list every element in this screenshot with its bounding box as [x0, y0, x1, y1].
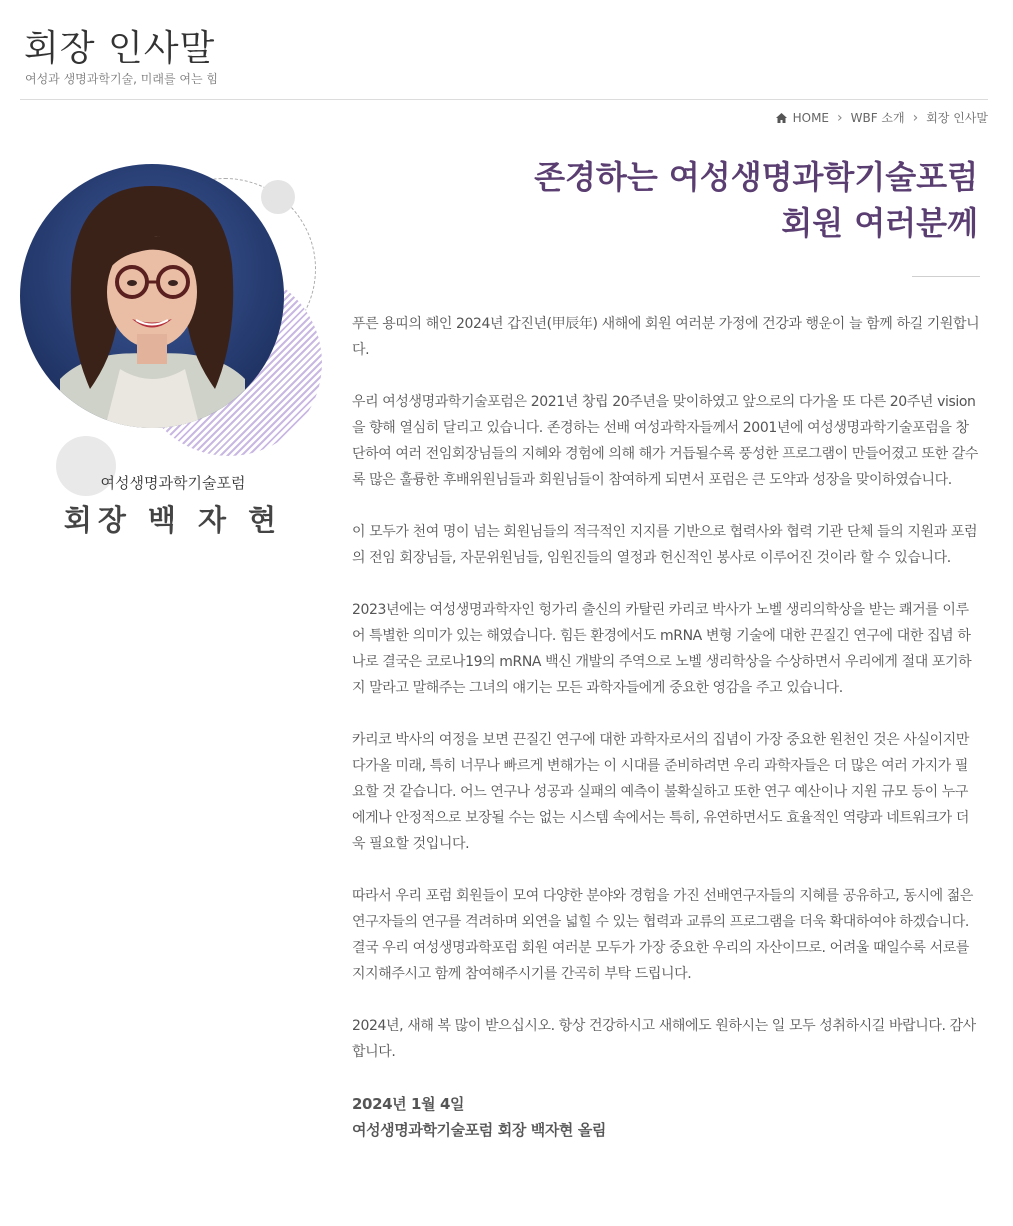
president-profile	[18, 160, 328, 550]
page-subtitle: 여성과 생명과학기술, 미래를 여는 힘	[25, 72, 218, 86]
decorative-grey-circle-small	[261, 180, 295, 214]
header-divider	[20, 99, 988, 100]
chevron-right-icon: ›	[837, 109, 843, 126]
heading-rule	[912, 276, 980, 277]
president-name: 회장 백 자 현	[63, 503, 283, 537]
letter-paragraph: 카리코 박사의 여정을 보면 끈질긴 연구에 대한 과학자로서의 집념이 가장 중요한 원천인 것은 사실이지만 다가올 미래, 특히 너무나 빠르게 변해가는 이 시대를 준비하려면 우리 과학자들은 더 많은 여러 가지가 필요할 것 같습니다. 어느 연구나 성공과 실패의 예측이 불확실하고 또한 연구 예산이나 지원 규모 등이 누구에게나 안정적으로 보장될 수는 없는 시스템 속에서는 특히, 유연하면서도 효율적인 역량과 네트워크가 더욱 필요할 것입니다.	[352, 732, 969, 852]
home-icon[interactable]	[776, 113, 787, 123]
chevron-right-icon: ›	[912, 109, 919, 126]
letter-paragraph: 이 모두가 천여 명이 넘는 회원님들의 적극적인 지지를 기반으로 협력사와 협력 기관 단체 들의 지원과 포럼의 전임 회장님들, 자문위원님들, 임원진들의 열정과 헌신적인 봉사로 이루어진 것이라 할 수 있습니다.	[352, 524, 978, 566]
president-portrait	[20, 164, 284, 428]
letter-paragraph: 푸른 용띠의 해인 2024년 갑진년(甲辰年) 새해에 회원 여러분 가정에 건강과 행운이 늘 함께 하길 기원합니다.	[352, 316, 980, 358]
greeting-heading-line2: 회원 여러분께	[781, 204, 978, 242]
breadcrumb-current: 회장 인사말	[926, 111, 988, 125]
page-title: 회장 인사말	[24, 28, 216, 69]
breadcrumb-about-link[interactable]: WBF 소개	[850, 111, 905, 125]
letter-date: 2024년 1월 4일	[352, 1095, 465, 1113]
greeting-letter	[352, 311, 980, 1143]
letter-paragraph: 2023년에는 여성생명과학자인 헝가리 출신의 카탈린 카리코 박사가 노벨 생리의학상을 받는 쾌거를 이루어 특별한 의미가 있는 해였습니다. 힘든 환경에서도 mRNA 변형 기술에 대한 끈질긴 연구에 대한 집념 하나로 결국은 코로나19의 mRNA 백신 개발의 주역으로 노벨 생리학상을 수상하면서 우리에게 절대 포기하지 말라고 말해주는 그녀의 얘기는 모든 과학자들에게 중요한 영감을 주고 있습니다.	[352, 602, 972, 696]
breadcrumb-home-link[interactable]: HOME	[792, 110, 829, 125]
letter-paragraph: 우리 여성생명과학기술포럼은 2021년 창립 20주년을 맞이하였고 앞으로의 다가올 또 다른 20주년 vision을 향해 열심히 달리고 있습니다. 존경하는 선배 여성과학자들께서 2001년에 여성생명과학기술포럼을 창단하여 여러 전임회장님들의 지혜와 경험에 의해 해가 거듭될수록 풍성한 프로그램이 만들어졌고 또한 갈수록 많은 훌륭한 후배위원님들과 회원님들이 참여하게 되면서 포럼은 큰 도약과 성장을 맞이하였습니다.	[352, 394, 979, 488]
greeting-heading	[534, 154, 978, 246]
greeting-heading-line1: 존경하는 여성생명과학기술포럼	[534, 158, 978, 196]
profile-org-label: 여성생명과학기술포럼	[100, 474, 246, 492]
letter-paragraph: 따라서 우리 포럼 회원들이 모여 다양한 분야와 경험을 가진 선배연구자들의 지혜를 공유하고, 동시에 젊은 연구자들의 연구를 격려하며 외연을 넓힐 수 있는 협력과 교류의 프로그램을 더욱 확대하여야 하겠습니다. 결국 우리 여성생명과학포럼 회원 여러분 모두가 가장 중요한 우리의 자산이므로. 어려울 때일수록 서로를 지지해주시고 함께 참여해주시기를 간곡히 부탁 드립니다.	[352, 888, 974, 982]
letter-paragraph: 2024년, 새해 복 많이 받으십시오. 항상 건강하시고 새해에도 원하시는 일 모두 성취하시길 바랍니다. 감사합니다.	[352, 1018, 976, 1060]
letter-signature: 여성생명과학기술포럼 회장 백자현 올림	[352, 1121, 606, 1139]
breadcrumb	[776, 109, 988, 126]
